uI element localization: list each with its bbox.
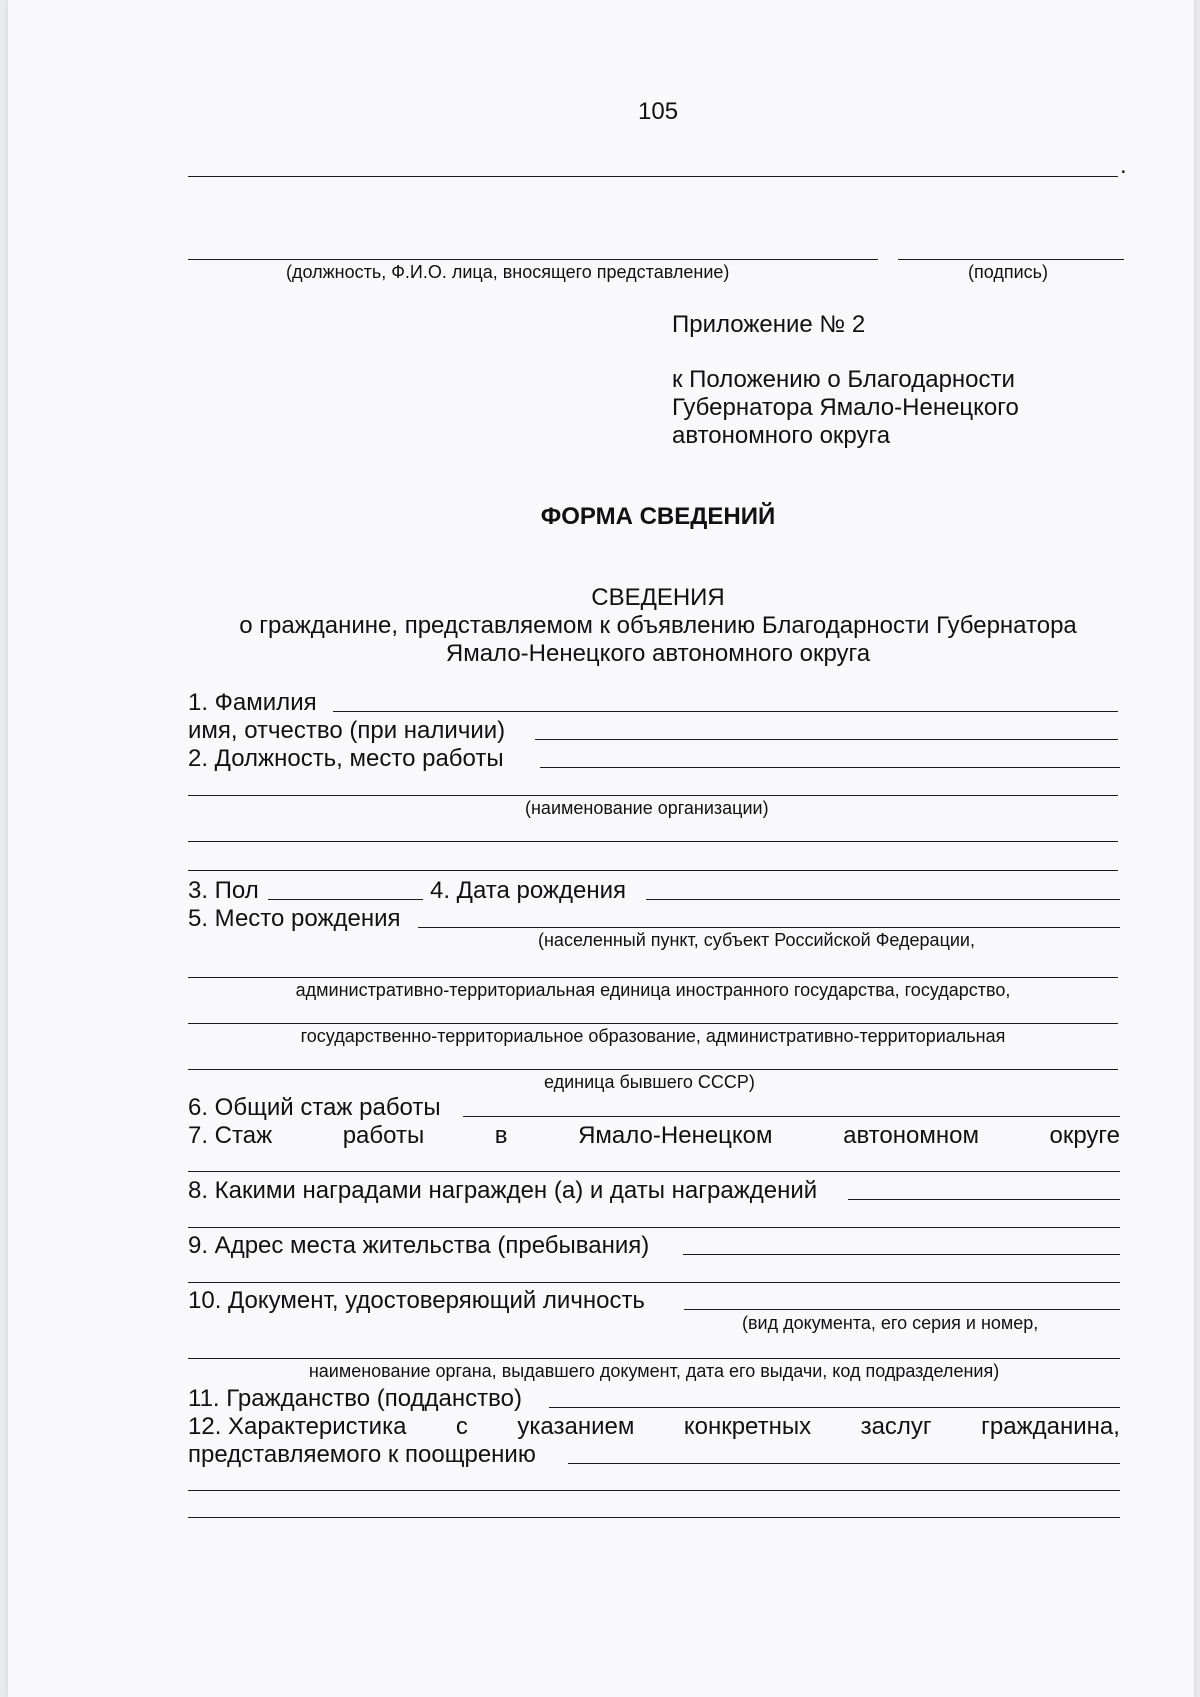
field-birthplace-line4[interactable] bbox=[188, 1069, 1118, 1070]
field-name-line[interactable] bbox=[535, 739, 1118, 740]
field-birthplace-caption2: административно-территориальная единица иностранного государства, государство, bbox=[295, 980, 1011, 1000]
field-citizenship-label: 11. Гражданство (подданство) bbox=[188, 1385, 522, 1412]
position-line[interactable] bbox=[188, 259, 878, 260]
field-characteristic-label bbox=[188, 1413, 1120, 1441]
field-gender-label: 3. Пол bbox=[188, 877, 259, 904]
field-id-document-caption1: (вид документа, его серия и номер, bbox=[742, 1313, 1039, 1333]
field-organization-line[interactable] bbox=[188, 795, 1118, 796]
field-address-line[interactable] bbox=[683, 1254, 1120, 1255]
field-region-experience-line[interactable] bbox=[188, 1171, 1120, 1172]
f7-word: округе bbox=[1049, 1122, 1120, 1149]
f7-word: работы bbox=[342, 1122, 425, 1149]
position-caption: (должность, Ф.И.О. лица, вносящего представление) bbox=[286, 262, 730, 282]
appendix-line3: автономного округа bbox=[672, 422, 891, 449]
field-total-experience-label: 6. Общий стаж работы bbox=[188, 1094, 441, 1121]
top-dot: . bbox=[1120, 152, 1127, 179]
field-birthplace-caption1: (населенный пункт, субъект Российской Федерации, bbox=[538, 930, 975, 950]
field-awards-line2[interactable] bbox=[188, 1227, 1120, 1228]
f12-word: с bbox=[455, 1413, 468, 1440]
field-birthplace-caption3: государственно-территориальное образование, административно-территориальная bbox=[300, 1026, 1006, 1046]
field-position-line[interactable] bbox=[540, 767, 1120, 768]
field-id-document-line[interactable] bbox=[684, 1309, 1120, 1310]
field-citizenship-line[interactable] bbox=[549, 1407, 1120, 1408]
f12-word: гражданина, bbox=[981, 1413, 1120, 1440]
appendix-title: Приложение № 2 bbox=[672, 311, 866, 338]
field-surname-line[interactable] bbox=[333, 711, 1118, 712]
heading-line3: Ямало-Ненецкого автономного округа bbox=[445, 640, 871, 667]
f7-word: Ямало-Ненецком bbox=[578, 1122, 773, 1149]
field-position-extra-line2[interactable] bbox=[188, 870, 1118, 871]
field-birthplace-line2[interactable] bbox=[188, 977, 1118, 978]
field-awards-line[interactable] bbox=[848, 1199, 1120, 1200]
field-characteristic-label2: представляемого к поощрению bbox=[188, 1441, 536, 1468]
appendix-line2: Губернатора Ямало-Ненецкого bbox=[672, 394, 1019, 421]
signature-caption: (подпись) bbox=[968, 262, 1049, 282]
f7-word: 7. Стаж bbox=[188, 1122, 273, 1149]
field-surname-label: 1. Фамилия bbox=[188, 689, 317, 716]
f7-word: автономном bbox=[843, 1122, 979, 1149]
field-total-experience-line[interactable] bbox=[463, 1116, 1120, 1117]
signature-line[interactable] bbox=[898, 259, 1124, 260]
field-characteristic-line[interactable] bbox=[568, 1463, 1120, 1464]
field-birthplace-caption4: единица бывшего СССР) bbox=[544, 1072, 755, 1092]
field-gender-line[interactable] bbox=[268, 899, 423, 900]
f12-word: 12. Характеристика bbox=[188, 1413, 407, 1440]
f12-word: указанием bbox=[517, 1413, 635, 1440]
field-characteristic-line3[interactable] bbox=[188, 1517, 1120, 1518]
document-page bbox=[8, 0, 1194, 1697]
field-birthplace-label: 5. Место рождения bbox=[188, 905, 401, 932]
field-id-document-label: 10. Документ, удостоверяющий личность bbox=[188, 1287, 645, 1314]
field-position-label: 2. Должность, место работы bbox=[188, 745, 504, 772]
field-region-experience-label bbox=[188, 1122, 1120, 1150]
field-id-document-caption2: наименование органа, выдавшего документ, дата его выдачи, код подразделения) bbox=[308, 1361, 1000, 1381]
field-birthdate-line[interactable] bbox=[646, 899, 1120, 900]
f7-word: в bbox=[494, 1122, 508, 1149]
field-organization-caption: (наименование организации) bbox=[525, 798, 769, 818]
page-number: 105 bbox=[638, 98, 679, 125]
field-birthdate-label: 4. Дата рождения bbox=[430, 877, 626, 904]
appendix-line1: к Положению о Благодарности bbox=[672, 366, 1015, 393]
heading-line1: СВЕДЕНИЯ bbox=[591, 584, 725, 611]
field-awards-label: 8. Какими наградами награжден (а) и даты награждений bbox=[188, 1177, 818, 1204]
field-id-document-line2[interactable] bbox=[188, 1358, 1120, 1359]
field-characteristic-line2[interactable] bbox=[188, 1490, 1120, 1491]
heading-line2: о гражданине, представляемом к объявлению Благодарности Губернатора bbox=[239, 612, 1077, 639]
f12-word: конкретных bbox=[683, 1413, 812, 1440]
top-blank-line[interactable] bbox=[188, 176, 1118, 177]
field-position-extra-line1[interactable] bbox=[188, 841, 1118, 842]
f12-word: заслуг bbox=[860, 1413, 932, 1440]
field-address-line2[interactable] bbox=[188, 1282, 1120, 1283]
field-birthplace-line[interactable] bbox=[418, 927, 1120, 928]
field-address-label: 9. Адрес места жительства (пребывания) bbox=[188, 1232, 650, 1259]
form-title: ФОРМА СВЕДЕНИЙ bbox=[540, 503, 776, 530]
field-birthplace-line3[interactable] bbox=[188, 1023, 1118, 1024]
field-name-label: имя, отчество (при наличии) bbox=[188, 717, 506, 744]
